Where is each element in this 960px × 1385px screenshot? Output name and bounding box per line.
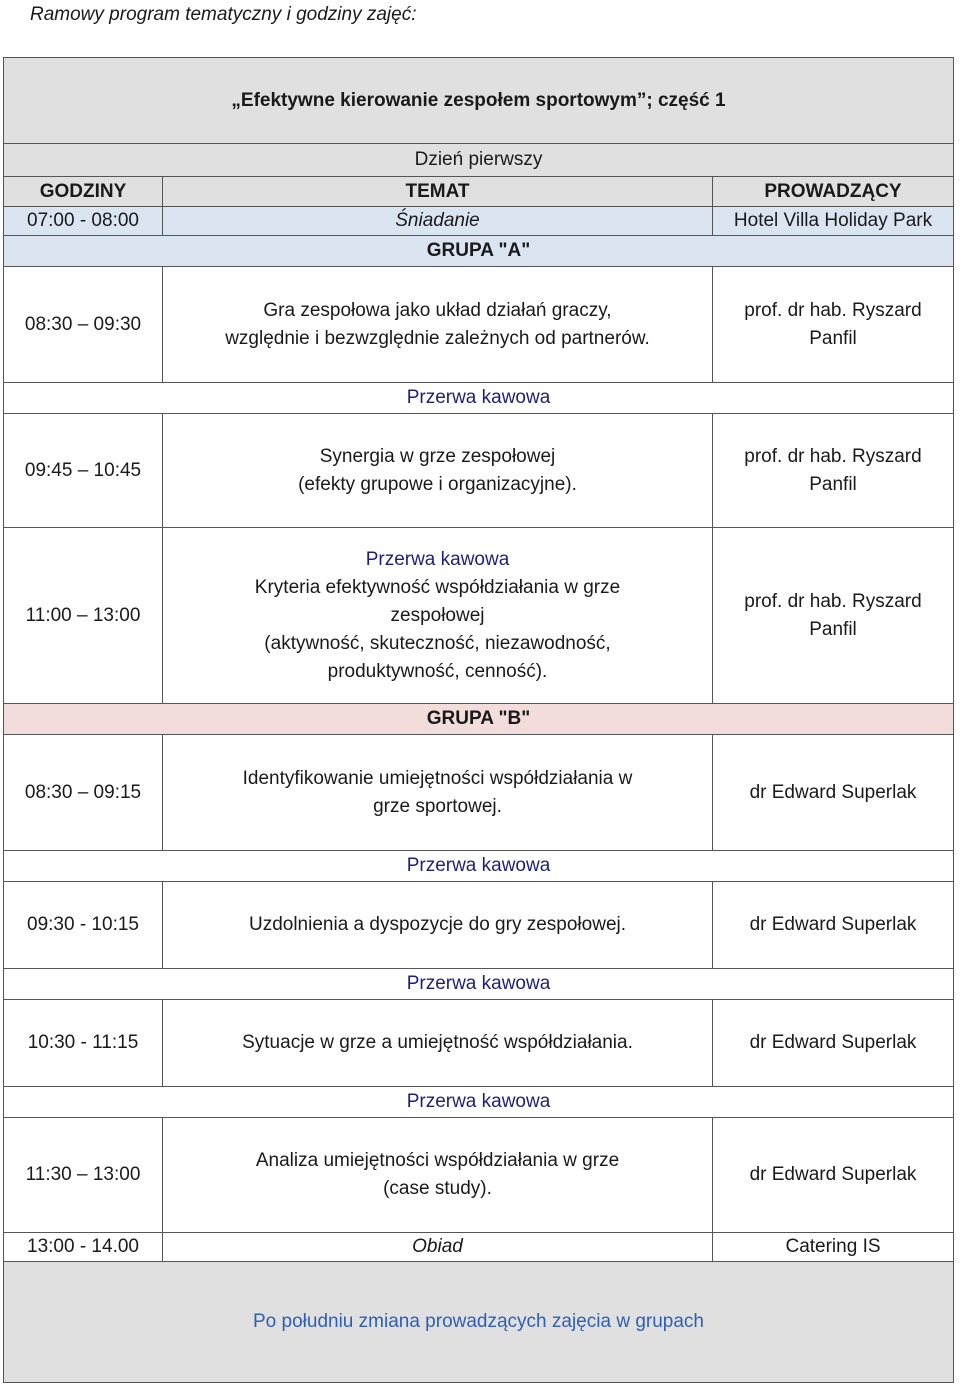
intro-text: Ramowy program tematyczny i godziny zajęć: [30,4,417,25]
schedule-table [3,57,954,1383]
session-lecturer: dr Edward Superlak [713,1118,954,1233]
header-row [4,177,954,207]
coffee-break: Przerwa kawowa [4,1087,954,1118]
coffee-break-row [4,383,954,414]
topic-line: Identyfikowanie umiejętności współdziałania w [242,767,633,789]
group-a-session-2 [4,414,954,528]
title-row [4,58,954,144]
group-a-session-3 [4,528,954,704]
coffee-break: Przerwa kawowa [365,548,510,570]
lunch-place: Catering IS [713,1233,954,1262]
session-topic [163,267,713,383]
header-time: GODZINY [4,177,163,207]
footer-row [4,1262,954,1383]
topic-line: produktywność, cenność). [327,660,548,682]
header-lecturer: PROWADZĄCY [713,177,954,207]
lecturer-line: Panfil [809,327,857,349]
session-lecturer: dr Edward Superlak [713,735,954,851]
group-b-session-4 [4,1118,954,1233]
breakfast-place: Hotel Villa Holiday Park [713,207,954,236]
coffee-break-row [4,1087,954,1118]
session-time: 10:30 - 11:15 [4,1000,163,1087]
session-lecturer: dr Edward Superlak [713,1000,954,1087]
lunch-time: 13:00 - 14.00 [4,1233,163,1262]
lecturer-line: prof. dr hab. Ryszard [744,299,922,321]
lunch-topic: Obiad [163,1233,713,1262]
session-lecturer [713,528,954,704]
topic-line: (case study). [383,1178,492,1199]
lecturer-line: prof. dr hab. Ryszard [744,590,922,612]
lecturer-line: Panfil [809,473,857,495]
group-b-label: GRUPA "B" [4,704,954,735]
session-time: 11:00 – 13:00 [4,528,163,704]
session-time: 08:30 – 09:15 [4,735,163,851]
group-b-session-1 [4,735,954,851]
lunch-row [4,1233,954,1262]
session-lecturer: dr Edward Superlak [713,882,954,969]
session-time: 11:30 – 13:00 [4,1118,163,1233]
header-topic: TEMAT [163,177,713,207]
session-lecturer [713,414,954,528]
coffee-break: Przerwa kawowa [4,969,954,1000]
day-label: Dzień pierwszy [4,144,954,177]
group-a-label: GRUPA "A" [4,236,954,267]
topic-line: (efekty grupowe i organizacyjne). [298,473,577,495]
topic-line: zespołowej [390,604,485,626]
session-lecturer [713,267,954,383]
coffee-break: Przerwa kawowa [4,383,954,414]
session-topic [163,1118,713,1233]
topic-line: Synergia w grze zespołowej [319,445,556,467]
group-b-session-3 [4,1000,954,1087]
session-time: 09:30 - 10:15 [4,882,163,969]
topic-line: grze sportowej. [373,795,502,817]
group-a-row [4,236,954,267]
session-time: 08:30 – 09:30 [4,267,163,383]
session-topic [163,528,713,704]
day-row [4,144,954,177]
session-time: 09:45 – 10:45 [4,414,163,528]
session-topic [163,735,713,851]
coffee-break-row [4,969,954,1000]
topic-line: Gra zespołowa jako układ działań graczy, [263,299,612,321]
group-b-row [4,704,954,735]
session-topic: Sytuacje w grze a umiejętność współdziałania. [163,1000,713,1087]
breakfast-time: 07:00 - 08:00 [4,207,163,236]
breakfast-topic: Śniadanie [163,207,713,236]
topic-line: (aktywność, skuteczność, niezawodność, [264,632,611,654]
breakfast-row [4,207,954,236]
session-topic [163,414,713,528]
group-a-session-1 [4,267,954,383]
topic-line: Analiza umiejętności współdziałania w grze [255,1150,620,1171]
coffee-break: Przerwa kawowa [4,851,954,882]
lecturer-line: prof. dr hab. Ryszard [744,445,922,467]
topic-line: względnie i bezwzględnie zależnych od partnerów. [225,327,650,349]
course-title: „Efektywne kierowanie zespołem sportowym”; część 1 [4,58,954,144]
session-topic: Uzdolnienia a dyspozycje do gry zespołowej. [163,882,713,969]
group-b-session-2 [4,882,954,969]
footer-note: Po południu zmiana prowadzących zajęcia w grupach [4,1262,954,1383]
lecturer-line: Panfil [809,618,857,640]
topic-line: Kryteria efektywność współdziałania w grze [254,576,621,598]
coffee-break-row [4,851,954,882]
